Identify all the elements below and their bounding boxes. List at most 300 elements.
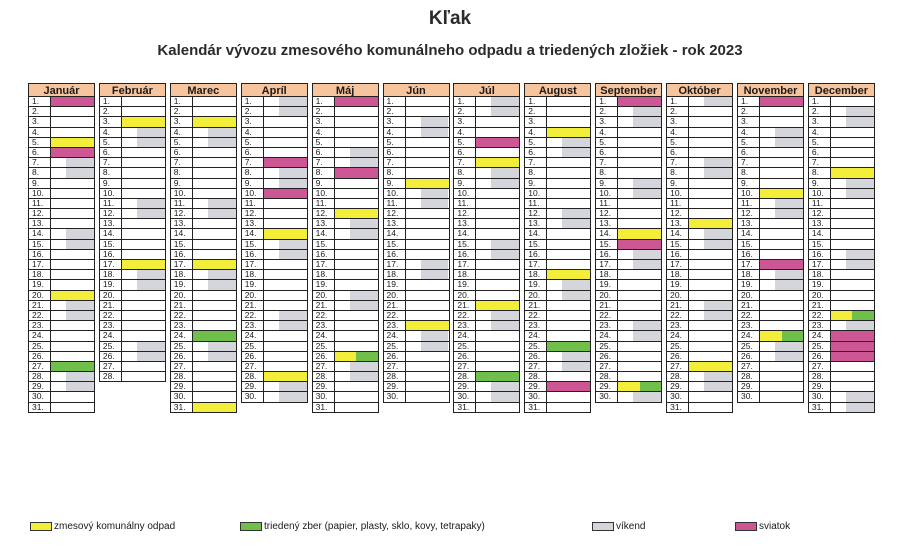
day-number: 21. — [29, 301, 51, 310]
day-cell — [689, 158, 732, 167]
day-row — [737, 392, 804, 402]
weekend-mark — [421, 331, 449, 340]
day-cell — [547, 107, 590, 116]
day-cell — [193, 240, 236, 249]
weekend-mark — [633, 250, 661, 259]
day-number: 6. — [171, 148, 193, 157]
month-column — [666, 83, 733, 413]
month-header: Apríl — [241, 83, 308, 97]
day-number: 18. — [809, 270, 831, 279]
day-number: 11. — [242, 199, 264, 208]
day-row — [241, 168, 308, 178]
day-number: 17. — [313, 260, 335, 269]
day-cell — [476, 311, 519, 320]
day-cell — [760, 382, 803, 391]
day-cell — [122, 250, 165, 259]
day-number: 25. — [525, 342, 547, 351]
day-cell — [547, 199, 590, 208]
day-cell — [760, 189, 803, 198]
day-number: 24. — [313, 331, 335, 340]
weekend-mark — [633, 107, 661, 116]
day-number: 7. — [313, 158, 335, 167]
day-cell — [335, 199, 378, 208]
day-cell — [476, 199, 519, 208]
mixed-waste-mark — [618, 229, 661, 238]
weekend-mark — [279, 382, 307, 391]
weekend-mark — [350, 372, 378, 381]
day-cell — [193, 311, 236, 320]
weekend-mark — [137, 280, 165, 289]
weekend-mark — [633, 189, 661, 198]
day-cell — [689, 240, 732, 249]
day-cell — [335, 179, 378, 188]
day-row — [28, 331, 95, 341]
day-cell — [122, 199, 165, 208]
day-number: 22. — [29, 311, 51, 320]
day-cell — [51, 107, 94, 116]
day-number: 4. — [454, 128, 476, 137]
day-number: 28. — [313, 372, 335, 381]
weekend-mark — [421, 128, 449, 137]
day-number: 17. — [596, 260, 618, 269]
month-header: Marec — [170, 83, 237, 97]
day-number: 18. — [596, 270, 618, 279]
day-number: 22. — [738, 311, 760, 320]
weekend-mark — [350, 219, 378, 228]
day-cell — [264, 382, 307, 391]
weekend-mark — [704, 158, 732, 167]
day-row — [453, 168, 520, 178]
day-number: 6. — [667, 148, 689, 157]
day-cell — [264, 179, 307, 188]
day-number: 6. — [596, 148, 618, 157]
day-number: 26. — [100, 352, 122, 361]
day-number: 12. — [313, 209, 335, 218]
day-cell — [122, 107, 165, 116]
day-number: 12. — [100, 209, 122, 218]
day-number: 24. — [242, 331, 264, 340]
day-number: 9. — [525, 179, 547, 188]
weekend-mark — [491, 311, 519, 320]
day-cell — [547, 291, 590, 300]
day-cell — [193, 321, 236, 330]
day-cell — [547, 311, 590, 320]
day-row — [170, 403, 237, 413]
day-cell — [335, 301, 378, 310]
day-cell — [264, 168, 307, 177]
day-cell — [760, 311, 803, 320]
day-number: 14. — [242, 229, 264, 238]
day-cell — [51, 250, 94, 259]
day-cell — [51, 168, 94, 177]
weekend-mark — [421, 270, 449, 279]
legend-item — [735, 519, 790, 533]
day-number: 26. — [29, 352, 51, 361]
day-number: 2. — [384, 107, 406, 116]
day-cell — [689, 372, 732, 381]
day-number: 26. — [384, 352, 406, 361]
day-number: 18. — [29, 270, 51, 279]
day-cell — [264, 107, 307, 116]
weekend-mark — [704, 229, 732, 238]
weekend-mark — [208, 128, 236, 137]
weekend-mark — [137, 270, 165, 279]
day-cell — [264, 148, 307, 157]
day-number: 18. — [100, 270, 122, 279]
day-cell — [476, 168, 519, 177]
weekend-mark — [137, 209, 165, 218]
weekend-mark — [775, 352, 803, 361]
day-cell — [51, 128, 94, 137]
day-cell — [122, 311, 165, 320]
day-cell — [831, 148, 874, 157]
day-number: 16. — [738, 250, 760, 259]
day-number: 10. — [454, 189, 476, 198]
day-cell — [335, 362, 378, 371]
weekend-mark — [633, 392, 661, 401]
day-number: 18. — [667, 270, 689, 279]
month-column — [28, 83, 95, 413]
weekend-mark — [350, 291, 378, 300]
day-number: 14. — [171, 229, 193, 238]
day-cell — [618, 291, 661, 300]
day-cell — [122, 260, 165, 269]
day-cell — [618, 270, 661, 279]
day-number: 2. — [809, 107, 831, 116]
day-number: 17. — [100, 260, 122, 269]
day-cell — [547, 260, 590, 269]
day-cell — [689, 291, 732, 300]
day-number: 21. — [171, 301, 193, 310]
day-cell — [122, 321, 165, 330]
day-cell — [51, 260, 94, 269]
day-number: 20. — [29, 291, 51, 300]
day-cell — [618, 117, 661, 126]
day-number: 21. — [100, 301, 122, 310]
day-cell — [618, 158, 661, 167]
day-number: 17. — [809, 260, 831, 269]
day-cell — [122, 280, 165, 289]
day-cell — [547, 189, 590, 198]
grey-swatch — [592, 522, 614, 531]
day-number: 18. — [454, 270, 476, 279]
day-row — [453, 403, 520, 413]
day-cell — [406, 158, 449, 167]
day-number: 28. — [384, 372, 406, 381]
month-column — [170, 83, 237, 413]
weekend-mark — [350, 362, 378, 371]
day-cell — [831, 270, 874, 279]
day-cell — [831, 179, 874, 188]
weekend-mark — [66, 229, 94, 238]
day-cell — [51, 403, 94, 412]
weekend-mark — [775, 199, 803, 208]
day-cell — [193, 280, 236, 289]
day-cell — [547, 321, 590, 330]
day-number: 23. — [596, 321, 618, 330]
day-cell — [689, 107, 732, 116]
day-cell — [831, 280, 874, 289]
weekend-mark — [562, 209, 590, 218]
weekend-mark — [421, 260, 449, 269]
day-cell — [547, 128, 590, 137]
day-number: 17. — [29, 260, 51, 269]
day-number: 31. — [809, 403, 831, 412]
day-cell — [689, 301, 732, 310]
day-cell — [264, 199, 307, 208]
day-cell — [547, 362, 590, 371]
day-number: 7. — [738, 158, 760, 167]
day-number: 9. — [242, 179, 264, 188]
day-cell — [406, 291, 449, 300]
day-number: 19. — [29, 280, 51, 289]
weekend-mark — [279, 107, 307, 116]
month-header: Október — [666, 83, 733, 97]
day-cell — [760, 352, 803, 361]
day-cell — [476, 331, 519, 340]
day-number: 9. — [29, 179, 51, 188]
day-row — [595, 168, 662, 178]
month-header: Máj — [312, 83, 379, 97]
green-swatch — [240, 522, 262, 531]
day-number: 15. — [738, 240, 760, 249]
day-cell — [760, 280, 803, 289]
day-number: 6. — [100, 148, 122, 157]
day-number: 19. — [384, 280, 406, 289]
day-cell — [193, 138, 236, 147]
day-number: 31. — [171, 403, 193, 412]
day-cell — [406, 342, 449, 351]
day-cell — [51, 148, 94, 157]
day-number: 30. — [809, 392, 831, 401]
day-number: 12. — [29, 209, 51, 218]
day-cell — [193, 117, 236, 126]
day-number: 25. — [100, 342, 122, 351]
day-number: 3. — [313, 117, 335, 126]
day-number: 17. — [525, 260, 547, 269]
day-number: 15. — [171, 240, 193, 249]
weekend-mark — [421, 189, 449, 198]
day-cell — [335, 189, 378, 198]
day-number: 3. — [809, 117, 831, 126]
day-cell — [476, 382, 519, 391]
day-cell — [406, 270, 449, 279]
day-number: 9. — [384, 179, 406, 188]
day-cell — [406, 168, 449, 177]
day-number: 10. — [596, 189, 618, 198]
day-cell — [406, 352, 449, 361]
day-number: 30. — [384, 392, 406, 401]
day-cell — [689, 392, 732, 401]
day-cell — [618, 331, 661, 340]
day-cell — [476, 138, 519, 147]
day-row — [241, 331, 308, 341]
day-cell — [476, 107, 519, 116]
day-cell — [760, 240, 803, 249]
day-cell — [335, 280, 378, 289]
day-cell — [335, 209, 378, 218]
day-number: 14. — [596, 229, 618, 238]
weekend-mark — [279, 97, 307, 106]
day-cell — [689, 229, 732, 238]
day-number: 26. — [313, 352, 335, 361]
day-cell — [335, 229, 378, 238]
day-cell — [760, 199, 803, 208]
mixed-waste-mark — [335, 209, 378, 218]
month-column — [383, 83, 450, 403]
day-number: 21. — [809, 301, 831, 310]
day-number: 14. — [738, 229, 760, 238]
day-number: 6. — [738, 148, 760, 157]
day-number: 5. — [171, 138, 193, 147]
weekend-mark — [846, 321, 874, 330]
day-cell — [689, 199, 732, 208]
day-cell — [335, 291, 378, 300]
day-number: 7. — [384, 158, 406, 167]
day-number: 13. — [242, 219, 264, 228]
day-cell — [264, 240, 307, 249]
day-row — [666, 168, 733, 178]
day-cell — [406, 97, 449, 106]
weekend-mark — [279, 168, 307, 177]
day-cell — [760, 392, 803, 401]
day-number: 23. — [525, 321, 547, 330]
day-cell — [476, 229, 519, 238]
day-number: 24. — [525, 331, 547, 340]
day-number: 8. — [525, 168, 547, 177]
day-number: 20. — [171, 291, 193, 300]
day-cell — [689, 352, 732, 361]
day-cell — [760, 128, 803, 137]
day-number: 19. — [596, 280, 618, 289]
day-row — [99, 372, 166, 382]
day-cell — [264, 270, 307, 279]
day-cell — [831, 240, 874, 249]
day-cell — [122, 240, 165, 249]
day-number: 3. — [667, 117, 689, 126]
day-cell — [193, 301, 236, 310]
day-row — [808, 403, 875, 413]
day-cell — [406, 107, 449, 116]
weekend-mark — [208, 270, 236, 279]
day-cell — [689, 117, 732, 126]
day-cell — [831, 260, 874, 269]
day-number: 25. — [809, 342, 831, 351]
day-cell — [476, 179, 519, 188]
day-cell — [51, 199, 94, 208]
day-number: 10. — [313, 189, 335, 198]
day-cell — [547, 158, 590, 167]
day-number: 24. — [809, 331, 831, 340]
day-cell — [618, 342, 661, 351]
day-number: 18. — [313, 270, 335, 279]
day-number: 31. — [29, 403, 51, 412]
day-cell — [193, 158, 236, 167]
day-number: 12. — [384, 209, 406, 218]
day-cell — [406, 117, 449, 126]
day-cell — [618, 179, 661, 188]
day-number: 5. — [29, 138, 51, 147]
legend-label: zmesový komunálny odpad — [54, 520, 176, 532]
day-number: 5. — [384, 138, 406, 147]
day-row — [383, 168, 450, 178]
day-cell — [618, 260, 661, 269]
weekend-mark — [421, 199, 449, 208]
day-number: 26. — [667, 352, 689, 361]
day-number: 13. — [596, 219, 618, 228]
day-number: 20. — [809, 291, 831, 300]
day-cell — [406, 189, 449, 198]
day-cell — [122, 209, 165, 218]
day-cell — [122, 179, 165, 188]
day-number: 11. — [29, 199, 51, 208]
day-number: 2. — [242, 107, 264, 116]
day-number: 20. — [596, 291, 618, 300]
legend-label: triedený zber (papier, plasty, sklo, kovy, tetrapaky) — [264, 520, 485, 532]
day-number: 15. — [384, 240, 406, 249]
day-number: 1. — [171, 97, 193, 106]
day-cell — [51, 382, 94, 391]
day-number: 20. — [738, 291, 760, 300]
day-cell — [476, 280, 519, 289]
day-cell — [831, 331, 874, 340]
day-number: 19. — [454, 280, 476, 289]
day-cell — [51, 280, 94, 289]
day-cell — [618, 250, 661, 259]
day-cell — [122, 342, 165, 351]
day-cell — [51, 179, 94, 188]
weekend-mark — [66, 240, 94, 249]
day-number: 30. — [313, 392, 335, 401]
day-number: 24. — [596, 331, 618, 340]
month-header: Júl — [453, 83, 520, 97]
day-row — [170, 331, 237, 341]
day-cell — [618, 372, 661, 381]
day-cell — [193, 342, 236, 351]
day-cell — [193, 168, 236, 177]
day-cell — [618, 362, 661, 371]
day-number: 8. — [171, 168, 193, 177]
day-cell — [406, 219, 449, 228]
day-cell — [122, 352, 165, 361]
day-cell — [760, 168, 803, 177]
weekend-mark — [704, 240, 732, 249]
day-number: 15. — [313, 240, 335, 249]
weekend-mark — [350, 301, 378, 310]
day-cell — [476, 362, 519, 371]
day-cell — [547, 301, 590, 310]
day-number: 27. — [809, 362, 831, 371]
day-number: 4. — [809, 128, 831, 137]
weekend-mark — [279, 240, 307, 249]
day-number: 1. — [809, 97, 831, 106]
day-number: 11. — [667, 199, 689, 208]
day-cell — [547, 219, 590, 228]
day-number: 19. — [100, 280, 122, 289]
day-row — [737, 168, 804, 178]
day-number: 22. — [171, 311, 193, 320]
day-number: 9. — [100, 179, 122, 188]
day-cell — [264, 362, 307, 371]
day-number: 3. — [242, 117, 264, 126]
day-cell — [760, 209, 803, 218]
weekend-mark — [846, 189, 874, 198]
weekend-mark — [491, 250, 519, 259]
weekend-mark — [704, 311, 732, 320]
mixed-waste-mark — [122, 117, 165, 126]
day-number: 11. — [738, 199, 760, 208]
day-number: 1. — [29, 97, 51, 106]
